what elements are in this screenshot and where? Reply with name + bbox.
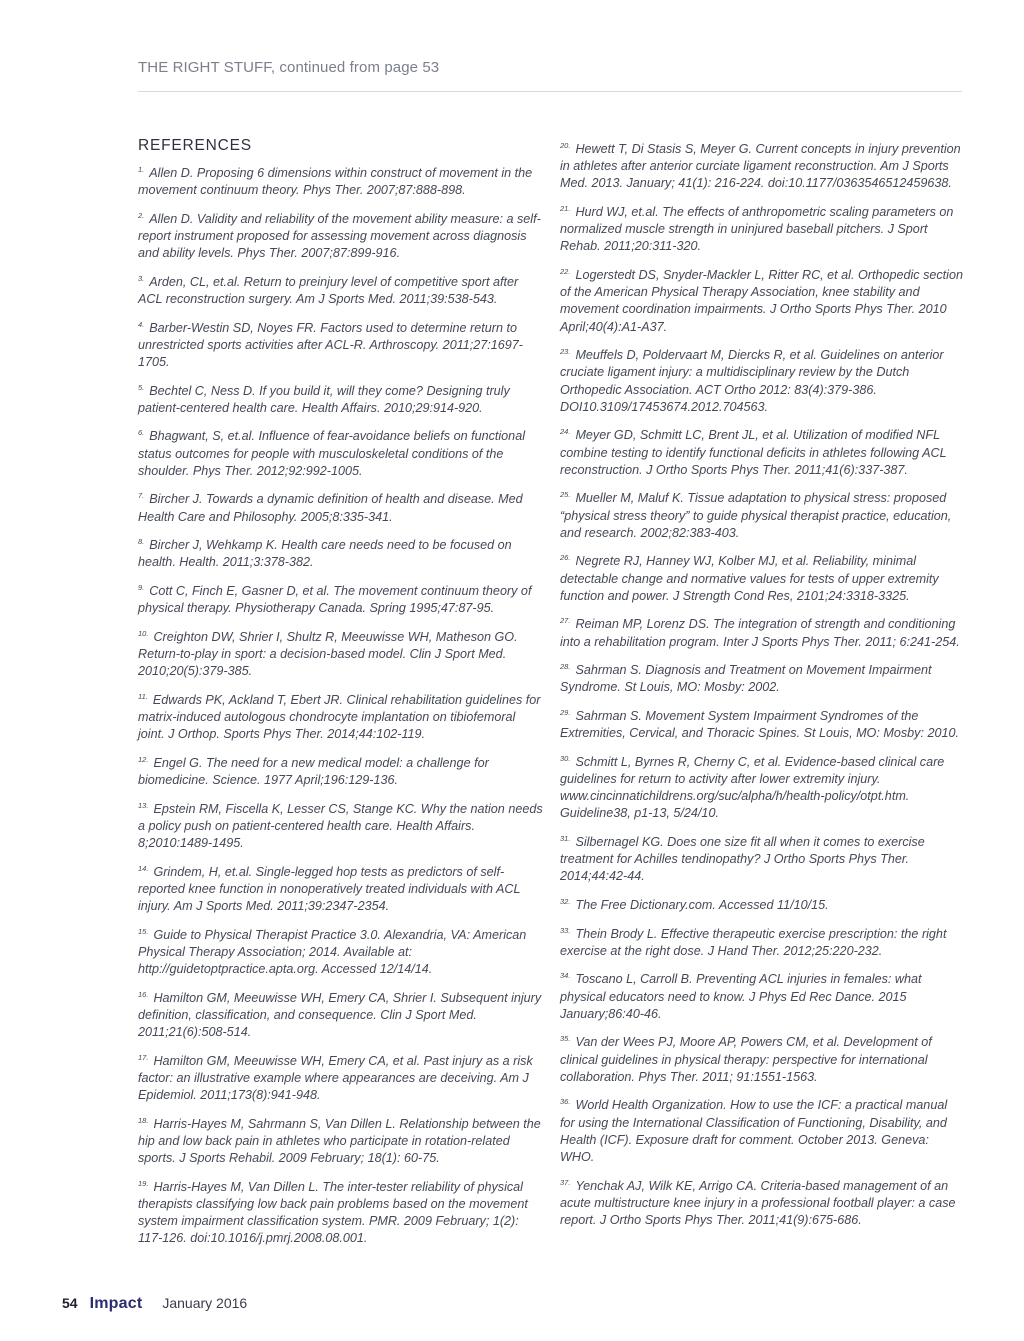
reference-number: 7. [138,491,145,501]
reference-text: Guide to Physical Therapist Practice 3.0. Alexandria, VA: American Physical Therapy Association; 2014. Available at: http://guidetoptpractice.apta.org. Accessed 12/14/14. [138,927,527,976]
reference-number: 13. [138,800,149,810]
reference-text: Cott C, Finch E, Gasner D, et al. The movement continuum theory of physical therapy. Physiotherapy Canada. Spring 1995;47:87-95. [138,583,532,616]
reference-number: 22. [560,267,571,276]
reference-item [138,579,544,617]
references-column-right [560,137,964,1237]
reference-item [560,1030,964,1086]
publication-logo: Impact [89,1295,143,1312]
reference-number: 18. [138,1115,149,1125]
reference-number: 4. [138,319,145,329]
reference-text: Hamilton GM, Meeuwisse WH, Emery CA, Shrier I. Subsequent injury definition, classification, and consequence. Clin J Sport Med. 2011;21(6):508-514. [138,990,542,1039]
reference-number: 3. [138,273,145,283]
reference-item [560,967,964,1023]
reference-item [138,923,544,979]
reference-item [560,486,964,542]
reference-text: Meyer GD, Schmitt LC, Brent JL, et al. Utilization of modified NFL combine testing to identify functional deficits in athletes following ACL reconstruction. J Ortho Sports Phys Ther. 2011;41(6):337-387. [560,428,947,477]
reference-text: Reiman MP, Lorenz DS. The integration of strength and conditioning into a rehabilitation program. Inter J Sports Phys Ther. 2011; 6:241-254. [560,617,960,649]
reference-item [138,688,544,744]
reference-number: 12. [138,754,149,764]
reference-item [138,1175,544,1248]
reference-text: The Free Dictionary.com. Accessed 11/10/15. [575,898,829,912]
reference-text: Creighton DW, Shrier I, Shultz R, Meeuwisse WH, Matheson GO. Return-to-play in sport: a decision-based model. Clin J Sport Med. 2010;20(5):379-385. [138,629,518,679]
reference-text: Sahrman S. Diagnosis and Treatment on Movement Impairment Syndrome. St Louis, MO: Mosby: 2002. [560,663,932,695]
reference-text: Mueller M, Maluf K. Tissue adaptation to physical stress: proposed “physical stress theory” to guide physical therapist practice, education, and research. 2002;82:383-403. [560,491,952,540]
reference-text: Hamilton GM, Meeuwisse WH, Emery CA, et al. Past injury as a risk factor: an illustrative example where appearances are deceiving. Am J Epidemiol. 2011;173(8):941-948. [138,1053,533,1102]
issue-date: January 2016 [162,1295,248,1311]
reference-text: Van der Wees PJ, Moore AP, Powers CM, et al. Development of clinical guidelines in physical therapy: perspective for international collaboration. Phys Ther. 2011; 91:1551-1563. [560,1035,932,1084]
reference-number: 9. [138,582,145,592]
reference-item [560,137,964,193]
reference-text: Arden, CL, et.al. Return to preinjury level of competitive sport after ACL reconstruction surgery. Am J Sports Med. 2011;39:538-543. [138,274,519,306]
page-number: 54 [62,1295,78,1311]
reference-list-right [560,137,964,1229]
reference-number: 19. [138,1178,149,1188]
reference-text: Schmitt L, Byrnes R, Cherny C, et al. Evidence-based clinical care guidelines for return to activity after lower extremity injury. www.cincinnatichildrens.org/suc/alpha/h/health-policy/otpt.htm. Guideline38, p1-13, 5/24/10. [560,754,945,821]
reference-item [560,750,964,823]
reference-text: Harris-Hayes M, Van Dillen L. The inter-tester reliability of physical therapists classifying low back pain problems based on the movement system impairment classification system. PMR. 2009 February; 1(2): 117-126. doi:10.1016/j.pmrj.2008.08.001. [138,1179,528,1246]
reference-item [560,704,964,742]
reference-text: Allen D. Validity and reliability of the movement ability measure: a self-report instrument proposed for assessing movement across diagnosis and ability levels. Phys Ther. 2007;87:899-916. [138,211,541,261]
reference-item [560,423,964,479]
reference-text: Bircher J. Towards a dynamic definition of health and disease. Med Health Care and Philosophy. 2005;8:335-341. [138,492,523,524]
reference-item [138,797,544,853]
references-heading: REFERENCES [138,137,252,154]
references-column-left [138,137,544,1255]
reference-item [138,625,544,681]
reference-item [138,316,544,372]
reference-item [560,263,964,336]
reference-number: 10. [138,628,149,638]
reference-text: Hewett T, Di Stasis S, Meyer G. Current concepts in injury prevention in athletes after anterior curciate ligament reconstruction. Am J Sports Med. 2013. January; 41(1): 216-224. doi:10.1177/0363546512459638. [560,142,961,191]
reference-number: 26. [560,553,571,563]
reference-item [560,612,964,650]
reference-item [138,487,544,525]
reference-text: Negrete RJ, Hanney WJ, Kolber MJ, et al. Reliability, minimal detectable change and normative values for tests of upper extremity function and power. J Strength Cond Res, 2101;24:3318-3325. [560,554,939,603]
reference-text: Bhagwant, S, et.al. Influence of fear-avoidance beliefs on functional status outcomes for people with musculoskeletal conditions of the shoulder. Phys Ther. 2012;92:992-1005. [138,429,525,478]
reference-number: 21. [560,204,571,213]
reference-number: 14. [138,863,149,873]
page-footer [62,1295,247,1313]
reference-list-left [138,161,544,1247]
reference-number: 25. [560,490,571,500]
reference-text: Barber-Westin SD, Noyes FR. Factors used to determine return to unrestricted sports activities after ACL-R. Arthroscopy. 2011;27:1697-1705. [138,320,523,369]
reference-item [138,424,544,480]
reference-item [138,751,544,789]
reference-item [560,922,964,960]
reference-number: 28. [560,662,571,672]
reference-number: 32. [560,897,571,906]
reference-text: Engel G. The need for a new medical model: a challenge for biomedicine. Science. 1977 April;196:129-136. [138,755,489,787]
reference-item [138,379,544,417]
reference-number: 37. [560,1177,571,1187]
reference-number: 20. [560,141,571,150]
reference-item [138,533,544,571]
reference-item [138,207,544,263]
reference-item [138,860,544,916]
reference-number: 29. [560,708,571,717]
reference-text: Meuffels D, Poldervaart M, Diercks R, et al. Guidelines on anterior cruciate ligament injury: a multidisciplinary review by the Dutch Orthopedic Association. ACT Ortho 2012: 83(4):379-386. DOI10.3109/17453674.2012.704563. [560,348,944,414]
reference-text: Bircher J, Wehkamp K. Health care needs need to be focused on health. Health. 2011;3:378-382. [138,538,512,570]
reference-number: 16. [138,989,149,999]
reference-text: Epstein RM, Fiscella K, Lesser CS, Stange KC. Why the nation needs a policy push on patient-centered health care. Health Affairs. 8;2010:1489-1495. [138,801,543,850]
header-divider [138,91,962,92]
reference-number: 8. [138,537,145,547]
reference-text: Toscano L, Carroll B. Preventing ACL injuries in females: what physical educators need to know. J Phys Ed Rec Dance. 2015 January;86:40-46. [560,972,922,1021]
reference-item [560,200,964,256]
reference-item [138,1112,544,1168]
running-head: THE RIGHT STUFF, continued from page 53 [138,59,440,76]
reference-number: 24. [560,427,571,437]
reference-text: Yenchak AJ, Wilk KE, Arrigo CA. Criteria-based management of an acute multistructure knee injury in a professional football player: a case report. J Ortho Sports Phys Ther. 2011;41(9):675-686. [560,1178,956,1227]
reference-text: Silbernagel KG. Does one size fit all when it comes to exercise treatment for Achilles tendinopathy? J Ortho Sports Phys Ther. 2014;44:42-44. [560,835,925,884]
reference-number: 5. [138,382,145,392]
reference-text: Harris-Hayes M, Sahrmann S, Van Dillen L. Relationship between the hip and low back pain in athletes who participate in rotation-related sports. J Sports Rehabil. 2009 February; 18(1): 60-75. [138,1116,541,1165]
reference-number: 15. [138,926,149,936]
reference-number: 23. [560,347,571,357]
reference-number: 30. [560,753,571,763]
reference-text: Thein Brody L. Effective therapeutic exercise prescription: the right exercise at the right dose. J Hand Ther. 2012;25:220-232. [560,926,947,958]
reference-text: Logerstedt DS, Snyder-Mackler L, Ritter RC, et al. Orthopedic section of the American Physical Therapy Association, knee stability and movement coordination impairments. J Ortho Sports Phys Ther. 2010 April;40(4):A1-A37. [560,268,963,334]
reference-number: 2. [138,210,145,220]
reference-item [138,1049,544,1105]
reference-text: Sahrman S. Movement System Impairment Syndromes of the Extremities, Cervical, and Thoracic Spines. St Louis, MO: Mosby: 2010. [560,709,959,741]
reference-number: 1. [138,165,145,174]
reference-item [560,893,964,914]
reference-item [560,1093,964,1166]
reference-item [560,658,964,696]
reference-item [560,1174,964,1230]
reference-item [560,830,964,886]
reference-item [138,270,544,308]
reference-item [138,986,544,1042]
reference-item [560,549,964,605]
reference-text: World Health Organization. How to use the ICF: a practical manual for using the International Classification of Functioning, Disability, and Health (ICF). Exposure draft for comment. October 2013. Geneva: WHO. [560,1098,948,1164]
reference-text: Hurd WJ, et.al. The effects of anthropometric scaling parameters on normalized muscle strength in uninjured baseball pitchers. J Sport Rehab. 2011;20:311-320. [560,205,954,254]
reference-number: 34. [560,971,571,981]
reference-text: Grindem, H, et.al. Single-legged hop tests as predictors of self-reported knee function in nonoperatively treated individuals with ACL injury. Am J Sports Med. 2011;39:2347-2354. [138,864,521,913]
reference-number: 6. [138,428,145,438]
reference-item [560,343,964,416]
reference-number: 31. [560,834,571,843]
reference-number: 36. [560,1097,571,1107]
reference-number: 33. [560,925,571,935]
reference-text: Allen D. Proposing 6 dimensions within construct of movement in the movement continuum theory. Phys Ther. 2007;87:888-898. [138,166,533,198]
reference-text: Edwards PK, Ackland T, Ebert JR. Clinical rehabilitation guidelines for matrix-induced autologous chondrocyte implantation on tibiofemoral joint. J Orthop. Sports Phys Ther. 2014;44:102-119. [138,692,541,742]
reference-number: 27. [560,616,571,626]
reference-number: 35. [560,1034,571,1044]
reference-item [138,161,544,199]
reference-number: 11. [138,691,148,701]
reference-text: Bechtel C, Ness D. If you build it, will they come? Designing truly patient-centered health care. Health Affairs. 2010;29:914-920. [138,383,510,415]
reference-number: 17. [138,1052,149,1062]
